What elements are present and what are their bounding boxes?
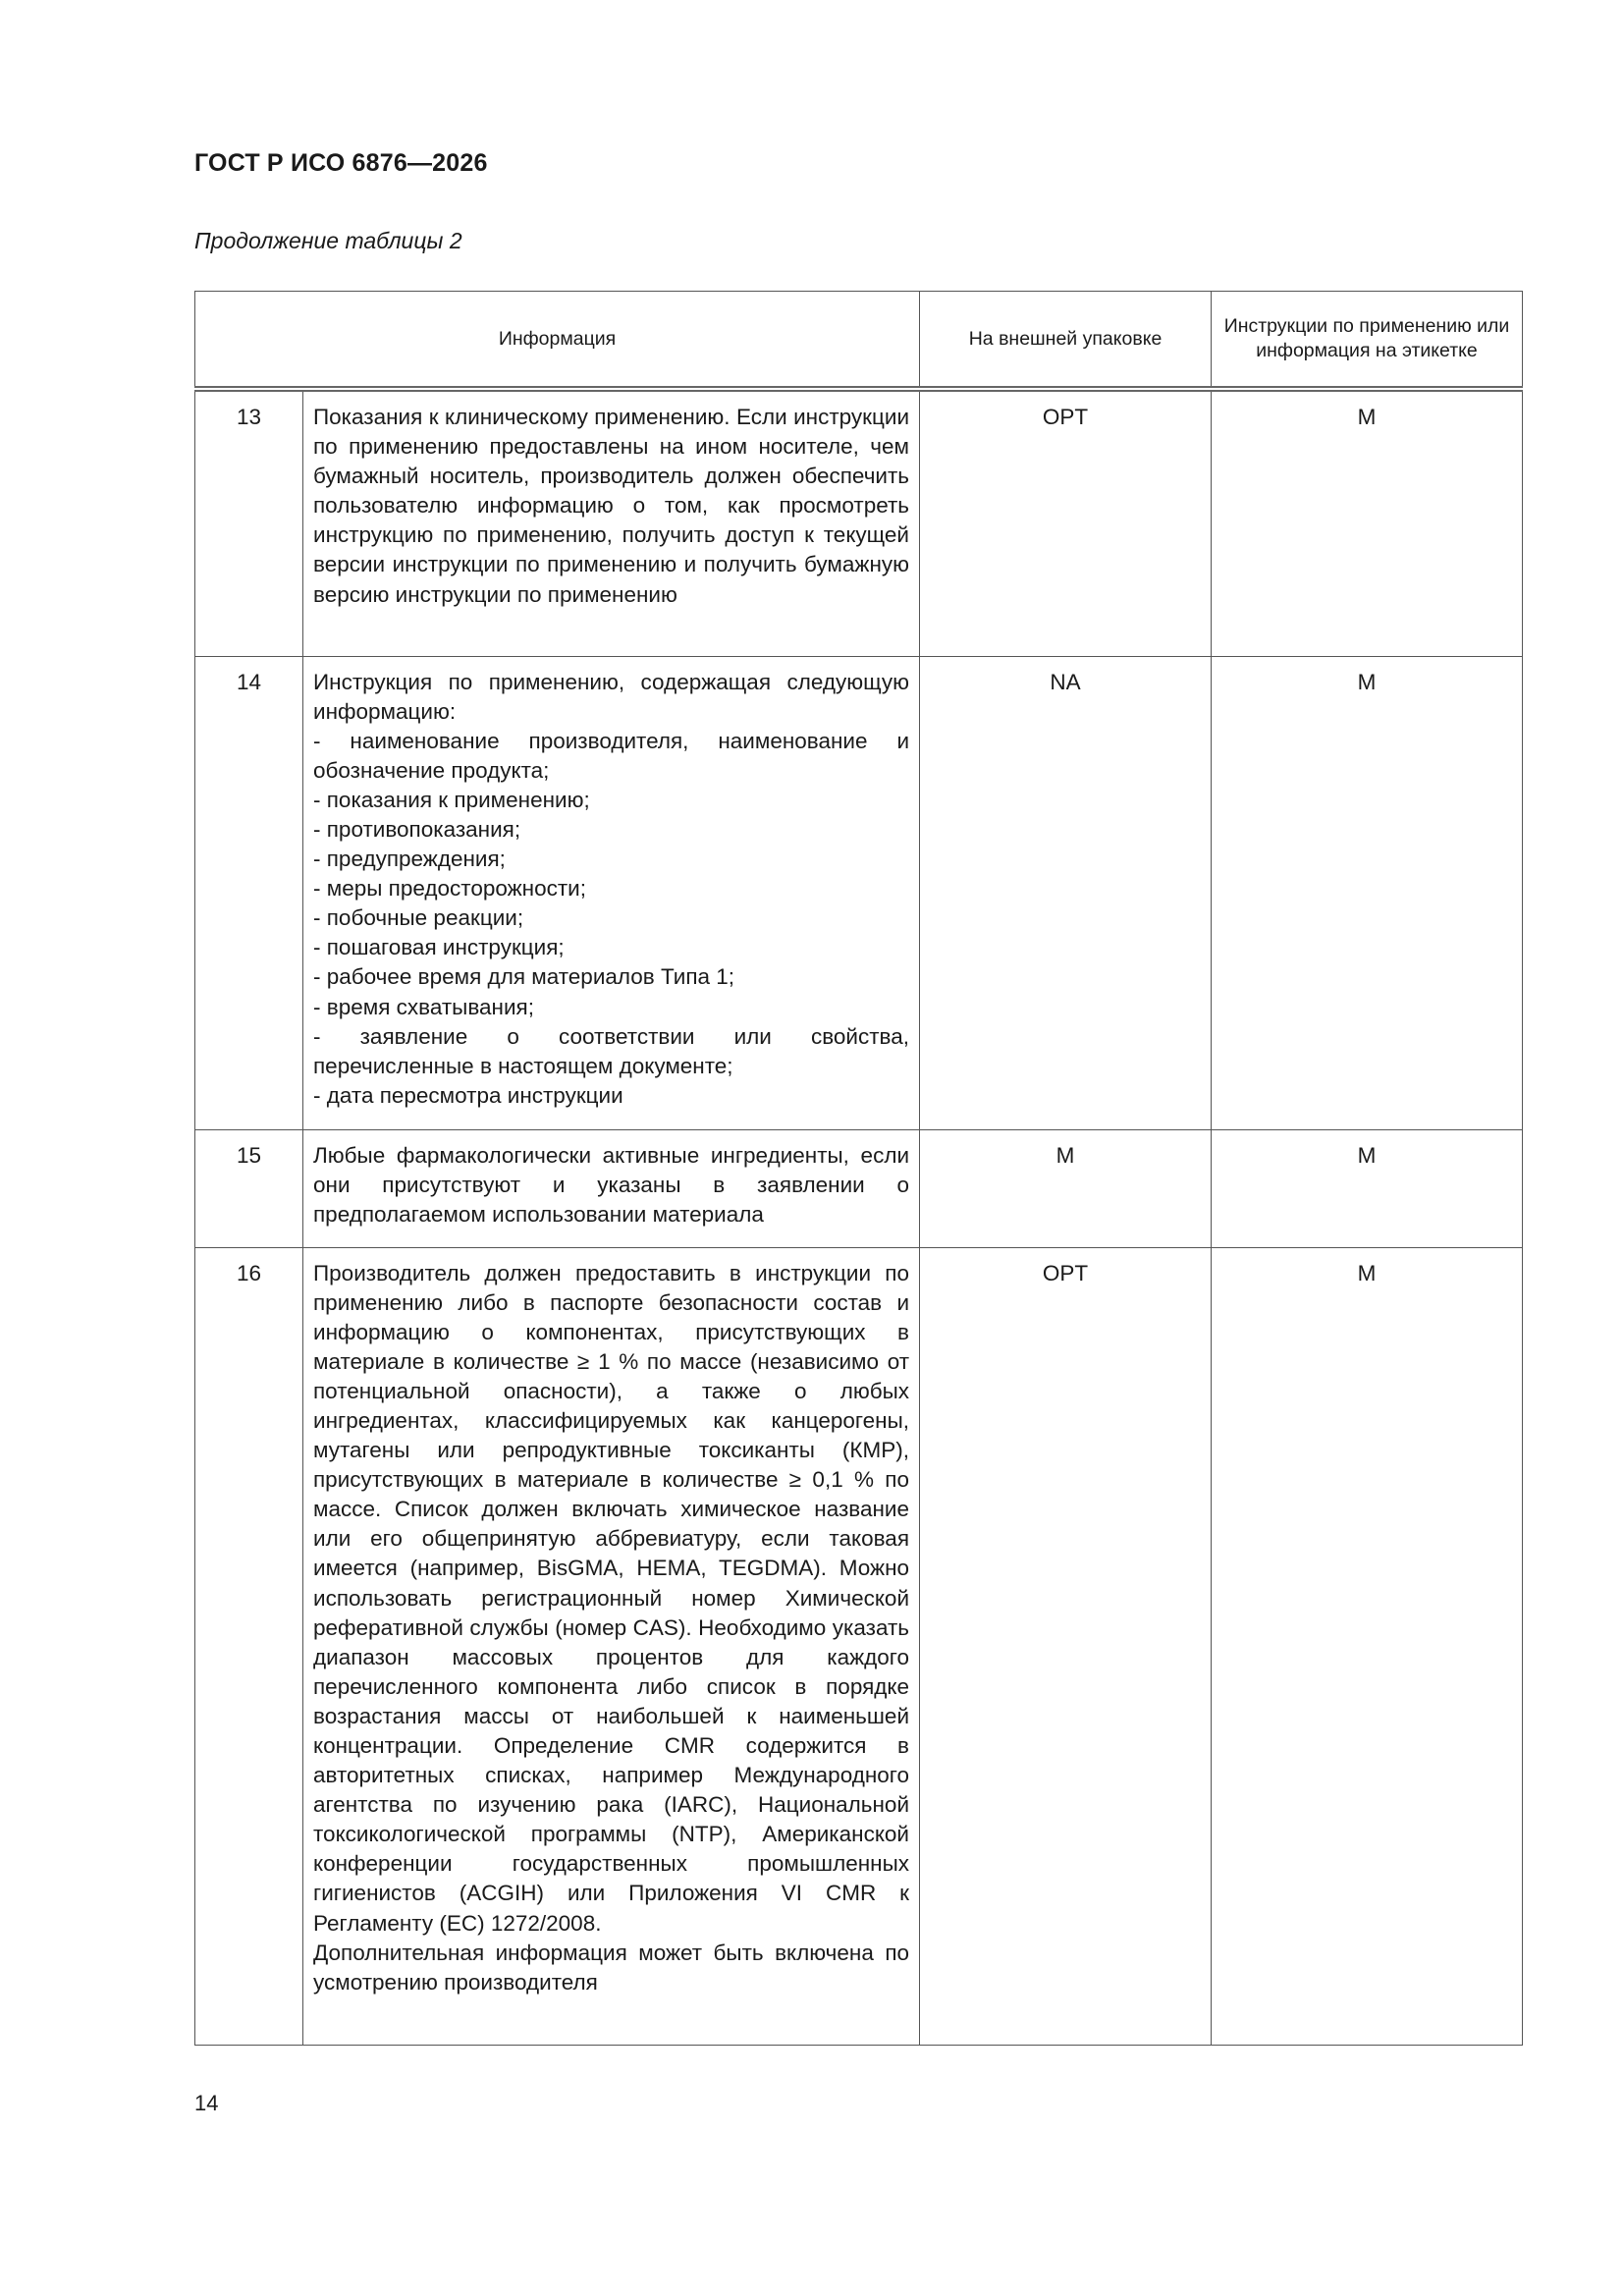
- row-number: 13: [195, 389, 303, 656]
- row-info-text: [303, 656, 920, 1129]
- list-item: - показания к применению;: [313, 787, 590, 812]
- list-item: - рабочее время для материалов Типа 1;: [313, 964, 735, 990]
- table-row: [195, 1247, 1523, 2045]
- list-item: - пошаговая инструкция;: [313, 935, 565, 960]
- row-info-paragraph: Производитель должен предоставить в инструкции по применению либо в паспорте безопасности состав и информацию о компонентах, присутствующих в материале в количестве ≥ 1 % по массе (независимо от потенциальной опасности), а также о любых ингредиентах, классифицируемых как канцерогены, мутагены или репродуктивные токсиканты (КМР), присутствующих в материале в количестве ≥ 0,1 % по массе. Список должен включать химическое название или его общепринятую аббревиатуру, если таковая имеется (например, BisGMA, HEMA, TEGDMA). Можно использовать регистрационный номер Химической реферативной службы (номер CAS). Необходимо указать диапазон массовых процентов для каждого перечисленного компонента либо список в порядке возрастания массы от наибольшей к наименьшей концентрации. Определение CMR содержится в авторитетных списках, например Международного агентства по изучению рака (IARC), Национальной токсикологической программы (NTP), Американской конференции государственных промышленных гигиенистов (ACGIH) или Приложения VI CMR к Регламенту (ЕС) 1272/2008.: [313, 1260, 910, 1936]
- page-number: 14: [194, 2091, 219, 2115]
- list-item: - меры предосторожности;: [313, 876, 586, 902]
- table-row: [195, 656, 1523, 1129]
- requirements-table: [194, 291, 1523, 2046]
- row-instr-code: M: [1212, 389, 1523, 656]
- table-caption: Продолжение таблицы 2: [194, 228, 462, 253]
- row-info-paragraph: Дополнительная информация может быть включена по усмотрению производителя: [313, 1940, 910, 1995]
- row-info-text: [303, 1247, 920, 2045]
- list-item: - предупреждения;: [313, 847, 506, 872]
- row-number: 15: [195, 1129, 303, 1247]
- list-item: - наименование производителя, наименование и обозначение продукта;: [313, 728, 910, 783]
- document-title: ГОСТ Р ИСО 6876—2026: [194, 149, 488, 177]
- row-instr-code: M: [1212, 656, 1523, 1129]
- row-outer-code: OPT: [920, 1247, 1212, 2045]
- row-number: 14: [195, 656, 303, 1129]
- row-info-text: Любые фармакологически активные ингредиенты, если они присутствуют и указаны в заявлении о предполагаемом использовании материала: [303, 1129, 920, 1247]
- row-number: 16: [195, 1247, 303, 2045]
- row-outer-code: OPT: [920, 389, 1212, 656]
- row-instr-code: M: [1212, 1129, 1523, 1247]
- list-item: - побочные реакции;: [313, 905, 524, 931]
- table-row: [195, 389, 1523, 656]
- column-header-info: Информация: [195, 292, 920, 390]
- column-header-instructions: Инструкции по применению или информация на этикетке: [1212, 292, 1523, 390]
- list-item: - время схватывания;: [313, 994, 534, 1019]
- list-item: - дата пересмотра инструкции: [313, 1082, 623, 1108]
- row-outer-code: M: [920, 1129, 1212, 1247]
- row-instr-code: M: [1212, 1247, 1523, 2045]
- table-header-row: [195, 292, 1523, 390]
- list-item: - заявление о соответствии или свойства, перечисленные в настоящем документе;: [313, 1023, 910, 1078]
- row-info-text: Показания к клиническому применению. Если инструкции по применению предоставлены на ином носителе, чем бумажный носитель, производитель должен обеспечить пользователю информацию о том, как просмотреть инструкцию по применению, получить доступ к текущей версии инструкции по применению и получить бумажную версию инструкции по применению: [303, 389, 920, 656]
- column-header-outer-package: На внешней упаковке: [920, 292, 1212, 390]
- list-item: - противопоказания;: [313, 816, 521, 842]
- row-info-intro: Инструкция по применению, содержащая следующую информацию:: [313, 669, 910, 724]
- row-outer-code: NA: [920, 656, 1212, 1129]
- table-row: [195, 1129, 1523, 1247]
